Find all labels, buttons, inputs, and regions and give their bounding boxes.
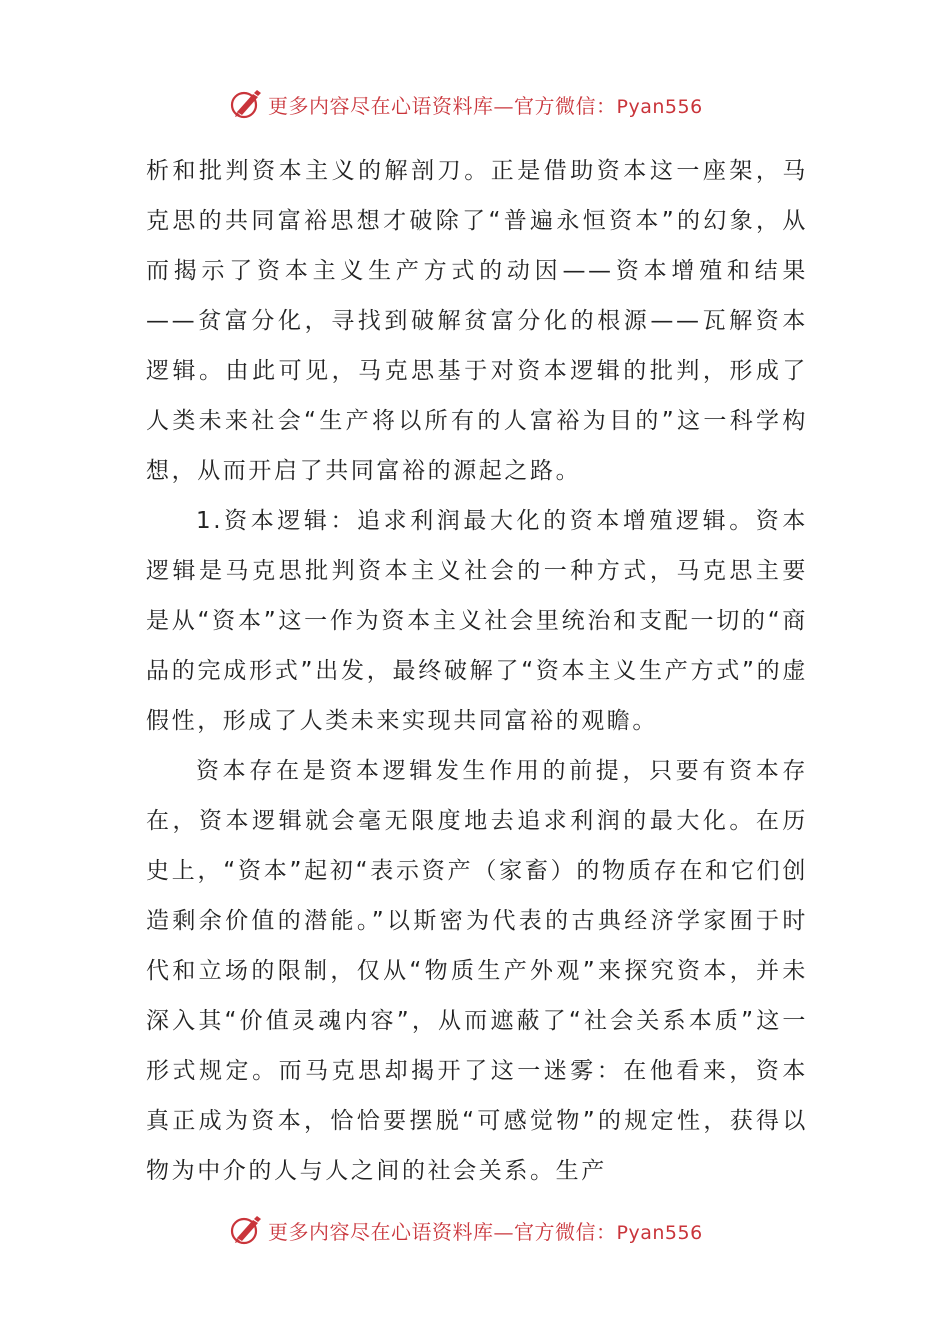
pen-logo-icon [228,1212,264,1248]
body-text [146,146,808,1196]
footer-watermark-banner [228,1208,748,1252]
header-banner-handle: Pyan556 [616,95,703,118]
paragraph-1: 析和批判资本主义的解剖刀。正是借助资本这一座架，马克思的共同富裕思想才破除了“普遍永恒资本”的幻象，从而揭示了资本主义生产方式的动因——资本增殖和结果——贫富分化，寻找到破解贫富分化的根源——瓦解资本逻辑。由此可见，马克思基于对资本逻辑的批判，形成了人类未来社会“生产将以所有的人富裕为目的”这一科学构想，从而开启了共同富裕的源起之路。 [146,158,808,484]
header-watermark-banner [228,82,748,126]
paragraph-2: 1.资本逻辑：追求利润最大化的资本增殖逻辑。资本逻辑是马克思批判资本主义社会的一种方式，马克思主要是从“资本”这一作为资本主义社会里统治和支配一切的“商品的完成形式”出发，最终破解了“资本主义生产方式”的虚假性，形成了人类未来实现共同富裕的观瞻。 [146,508,808,734]
footer-banner-handle: Pyan556 [616,1221,703,1244]
paragraph-3: 资本存在是资本逻辑发生作用的前提，只要有资本存在，资本逻辑就会毫无限度地去追求利润的最大化。在历史上，“资本”起初“表示资产（家畜）的物质存在和它们创造剩余价值的潜能。”以斯密为代表的古典经济学家囿于时代和立场的限制，仅从“物质生产外观”来探究资本，并未深入其“价值灵魂内容”，从而遮蔽了“社会关系本质”这一形式规定。而马克思却揭开了这一迷雾：在他看来，资本真正成为资本，恰恰要摆脱“可感觉物”的规定性，获得以物为中介的人与人之间的社会关系。生产 [146,758,808,1184]
pen-logo-icon [228,86,264,122]
header-banner-text: 更多内容尽在心语资料库—官方微信：Pyan556 [268,93,703,118]
footer-banner-text: 更多内容尽在心语资料库—官方微信：Pyan556 [268,1219,703,1244]
